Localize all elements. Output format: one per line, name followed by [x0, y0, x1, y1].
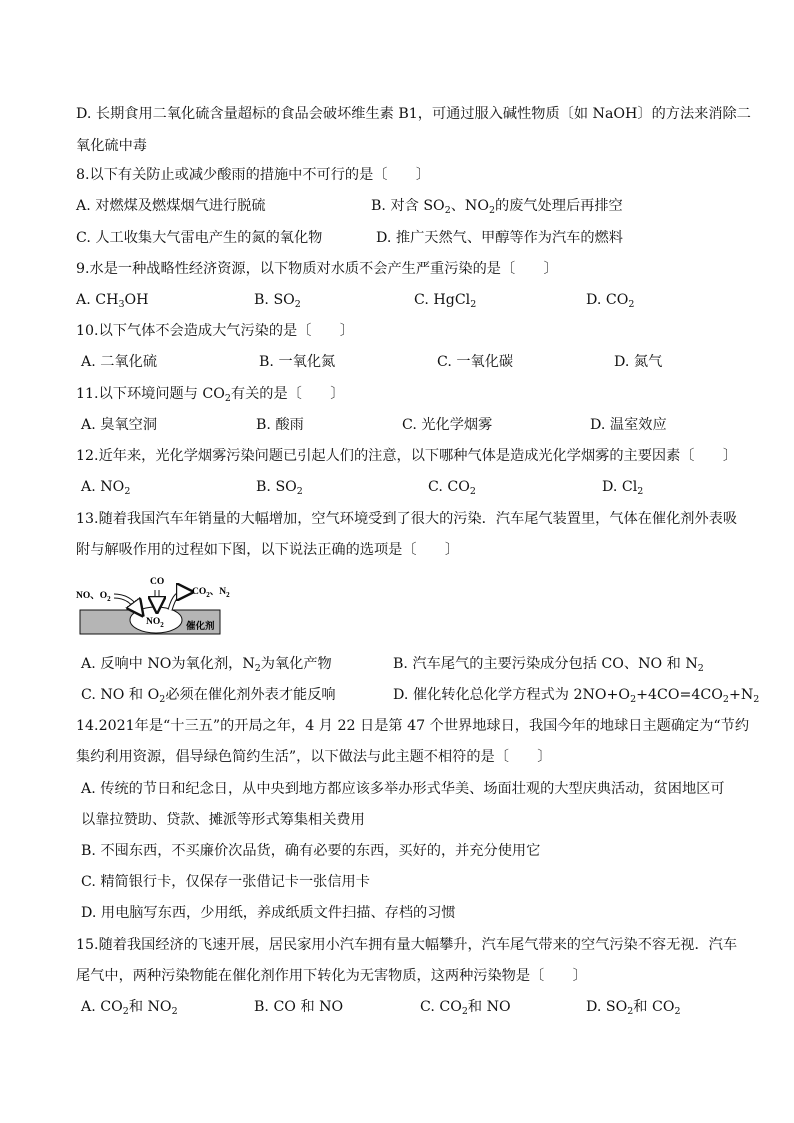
q15-stem-line1: 15.随着我国经济的飞速开展，居民家用小汽车拥有量大幅攀升，汽车尾气带来的空气污染不容无视．汽车: [76, 937, 738, 953]
q9-option-a: A. $CH_3OH$: [76, 292, 149, 310]
q10-option-b: B. 一氧化氮: [259, 354, 336, 370]
q14-option-a-line1: A. 传统的节日和纪念日，从中央到地方都应该多举办形式华美、场面壮观的大型庆典活动，贫困地区可: [81, 781, 725, 797]
q11-option-a: A. 臭氧空洞: [81, 417, 158, 433]
q13-option-c: C. NO 和 $O_2$必须在催化剂外表才能反响: [81, 687, 336, 705]
q14-option-d: D. 用电脑写东西，少用纸，养成纸质文件扫描、存档的习惯: [81, 905, 456, 921]
q9-option-c: C. HgCl$_2$: [414, 292, 477, 310]
q9-option-b: B. $SO_2$: [254, 292, 301, 310]
q12-option-b: B. $SO_2$: [256, 479, 303, 497]
catalyst-diagram-svg: [76, 574, 230, 638]
q14-stem-line1: 14.2021年是“十三五”的开局之年，4 月 22 日是第 47 个世界地球日，我国今年的地球日主题确定为“节约: [76, 718, 750, 734]
diagram-label-catalyst: 催化剂: [186, 622, 215, 632]
q13-option-b: B. 汽车尾气的主要污染成分包括 CO、NO 和 $N_2$: [393, 656, 704, 674]
q11-option-b: B. 酸雨: [256, 417, 304, 433]
q13-stem-line2: 附与解吸作用的过程如下图，以下说法正确的选项是〔 〕: [76, 542, 460, 558]
q13-option-a: A. 反响中 NO为氧化剂，$N_2$为氧化产物: [81, 656, 332, 674]
q14-option-b: B. 不囤东西，不买廉价次品货，确有必要的东西，买好的，并充分使用它: [81, 843, 541, 859]
q13-option-d: D. 催化转化总化学方程式为 $2NO+O_2+4CO=4CO_2+N_2$: [393, 687, 760, 705]
q14-option-c: C. 精简银行卡，仅保存一张借记卡一张信用卡: [81, 874, 370, 890]
q10-option-a: A. 二氧化硫: [81, 354, 158, 370]
q11-option-d: D. 温室效应: [590, 417, 667, 433]
q12-option-a: A. $NO_2$: [81, 479, 131, 497]
q10-stem: 10.以下气体不会造成大气污染的是〔 〕: [76, 323, 354, 339]
q15-stem-line2: 尾气中，两种污染物能在催化剂作用下转化为无害物质，这两种污染物是〔 〕: [76, 968, 587, 984]
q12-option-d: D. $Cl_2$: [602, 479, 644, 497]
q8-option-b: B. 对含 $SO_2$、$NO_2$的废气处理后再排空: [371, 198, 623, 216]
catalyst-adsorption-diagram: [76, 574, 230, 638]
diagram-label-products: $CO_2$、$N_2$: [192, 587, 230, 599]
q12-option-c: C. $CO_2$: [428, 479, 476, 497]
q9-stem: 9.水是一种战略性经济资源，以下物质对水质不会产生严重污染的是〔 〕: [76, 261, 558, 277]
q11-stem: 11.以下环境问题与 $CO_2$有关的是〔 〕: [76, 386, 345, 404]
q11-option-c: C. 光化学烟雾: [402, 417, 493, 433]
q14-stem-line2: 集约利用资源，倡导绿色简约生活”，以下做法与此主题不相符的是〔 〕: [76, 749, 552, 765]
q10-option-d: D. 氮气: [614, 354, 663, 370]
q15-option-b: B. CO 和 NO: [254, 999, 344, 1015]
q13-stem-line1: 13.随着我国汽车年销量的大幅增加，空气环境受到了很大的污染．汽车尾气装置里，气体在催化剂外表吸: [76, 511, 738, 527]
diagram-label-co: CO: [150, 577, 165, 587]
q14-option-a-line2: 以靠拉赞助、贷款、摊派等形式筹集相关费用: [81, 812, 365, 828]
q8-option-c: C. 人工收集大气雷电产生的氮的氧化物: [76, 230, 323, 246]
q15-option-c: C. $CO_2$和 NO: [420, 999, 511, 1017]
q8-stem: 8.以下有关防止或减少酸雨的措施中不可行的是〔 〕: [76, 167, 431, 183]
q15-option-d: D. $SO_2$和 $CO_2$: [586, 999, 681, 1017]
q12-stem: 12.近年来，光化学烟雾污染问题已引起人们的注意，以下哪种气体是造成光化学烟雾的主要因素〔 〕: [76, 448, 738, 464]
diagram-label-reactants: NO、$O_2$: [76, 591, 111, 603]
q10-option-c: C. 一氧化碳: [437, 354, 514, 370]
q9-option-d: D. $CO_2$: [586, 292, 635, 310]
q8-option-d: D. 推广天然气、甲醇等作为汽车的燃料: [376, 230, 623, 246]
q8-option-a: A. 对燃煤及燃煤烟气进行脱硫: [76, 198, 266, 214]
diagram-label-no2: $NO_2$: [146, 617, 164, 629]
q7-option-d-line2: 氧化硫中毒: [76, 138, 147, 154]
q15-option-a: A. $CO_2$和 $NO_2$: [81, 999, 178, 1017]
q7-option-d-line1: D. 长期食用二氧化硫含量超标的食品会破坏维生素 B1，可通过服入碱性物质〔如 NaOH〕的方法来消除二: [76, 106, 751, 122]
